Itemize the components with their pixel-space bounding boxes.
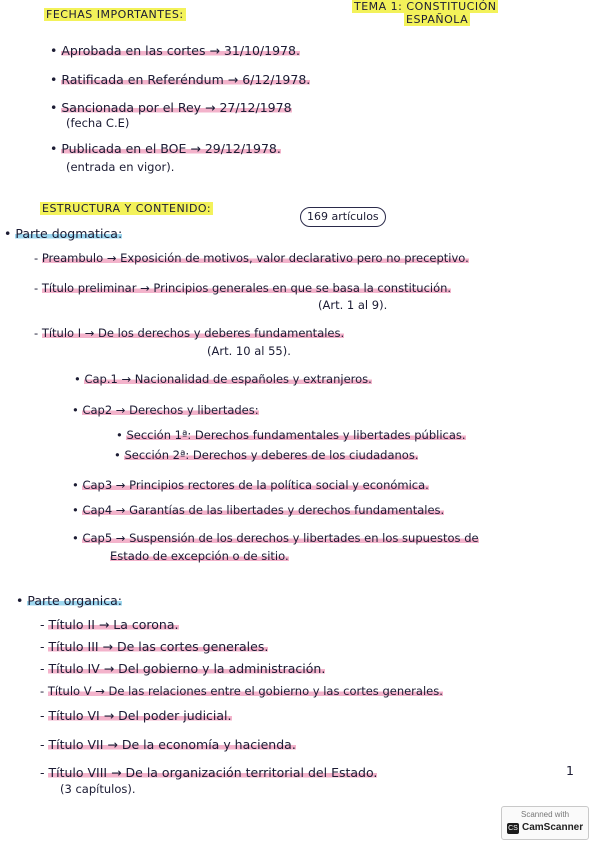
- titulo-vi-line: - Título VI → Del poder judicial.: [40, 708, 232, 723]
- tema-title: TEMA 1: CONSTITUCIÓN: [354, 0, 497, 13]
- cap5-line-cont: Estado de excepción o de sitio.: [110, 549, 289, 563]
- seccion1-line: • Sección 1ª: Derechos fundamentales y libertades públicas.: [116, 428, 466, 442]
- titulo-viii-line: - Título VIII → De la organización territorial del Estado.: [40, 765, 378, 780]
- preliminar-articles: (Art. 1 al 9).: [318, 298, 388, 312]
- cap4-line: • Cap4 → Garantías de las libertades y derechos fundamentales.: [72, 503, 445, 517]
- titulo-i-articles: (Art. 10 al 55).: [207, 344, 291, 358]
- titulo-ii-line: - Título II → La corona.: [40, 617, 179, 632]
- fecha-ratificada: • Ratificada en Referéndum → 6/12/1978.: [50, 72, 311, 87]
- titulo-vii-line: - Título VII → De la economía y hacienda.: [40, 737, 296, 752]
- camscanner-badge: [501, 806, 589, 840]
- titulo-i-line: - Título I → De los derechos y deberes fundamentales.: [34, 326, 345, 340]
- preliminar-line: - Título preliminar → Principios generales en que se basa la constitución.: [34, 281, 452, 295]
- fecha-aprobada: • Aprobada en las cortes → 31/10/1978.: [50, 43, 300, 58]
- camscanner-logo-icon: CS: [508, 825, 518, 832]
- cap2-line: • Cap2 → Derechos y libertades:: [72, 403, 259, 417]
- titulo-v-line: - Título V → De las relaciones entre el gobierno y las cortes generales.: [40, 684, 443, 698]
- cap5-line: • Cap5 → Suspensión de los derechos y libertades en los supuestos de: [72, 531, 479, 545]
- cap1-line: • Cap.1 → Nacionalidad de españoles y extranjeros.: [74, 372, 372, 386]
- fechas-title: FECHAS IMPORTANTES:: [46, 8, 184, 21]
- fecha-publicada: • Publicada en el BOE → 29/12/1978.: [50, 141, 281, 156]
- preambulo-line: - Preambulo → Exposición de motivos, valor declarativo pero no preceptivo.: [34, 251, 469, 265]
- parte-dogmatica-heading: • Parte dogmatica:: [4, 226, 123, 241]
- titulo-iii-line: - Título III → De las cortes generales.: [40, 639, 269, 654]
- fecha-publicada-note: (entrada en vigor).: [66, 160, 175, 174]
- cap3-line: • Cap3 → Principios rectores de la política social y económica.: [72, 478, 429, 492]
- fecha-sancionada: • Sancionada por el Rey → 27/12/1978: [50, 100, 292, 115]
- camscanner-caption: Scanned with: [520, 810, 570, 819]
- articles-badge: 169 artículos: [300, 207, 386, 227]
- parte-organica-heading: • Parte organica:: [16, 593, 123, 608]
- tema-subtitle: ESPAÑOLA: [406, 13, 469, 26]
- fecha-sancionada-note: (fecha C.E): [66, 116, 130, 130]
- seccion2-line: • Sección 2ª: Derechos y deberes de los ciudadanos.: [114, 448, 419, 462]
- page-number: 1: [566, 763, 574, 778]
- titulo-iv-line: - Título IV → Del gobierno y la administración.: [40, 661, 326, 676]
- titulo-viii-note: (3 capítulos).: [60, 782, 136, 796]
- estructura-title: ESTRUCTURA Y CONTENIDO:: [42, 202, 212, 215]
- camscanner-name: CamScanner: [522, 822, 584, 833]
